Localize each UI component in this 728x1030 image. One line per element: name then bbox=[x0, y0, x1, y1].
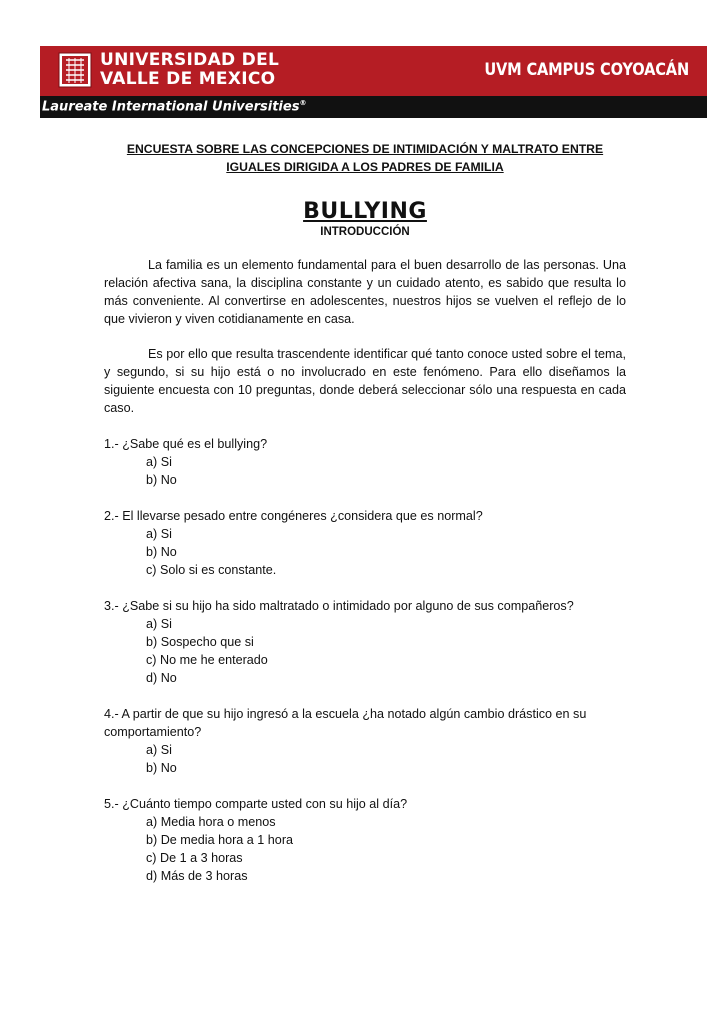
option-item: a) Si bbox=[146, 455, 172, 469]
question-text: 1.- ¿Sabe qué es el bullying? bbox=[104, 437, 268, 451]
option-list bbox=[104, 453, 626, 489]
network-label: Laureate International Universities bbox=[42, 99, 300, 115]
option-item: a) Si bbox=[146, 527, 172, 541]
option-item: a) Media hora o menos bbox=[146, 815, 276, 829]
option-list bbox=[104, 741, 626, 777]
header-banner bbox=[40, 46, 707, 118]
question-text: 4.- A partir de que su hijo ingresó a la escuela ¿ha notado algún cambio drástico en su comportamiento? bbox=[104, 707, 587, 739]
university-name bbox=[100, 51, 279, 89]
option-item: b) De media hora a 1 hora bbox=[146, 833, 294, 847]
document-body bbox=[104, 140, 626, 885]
option-list bbox=[104, 813, 626, 885]
university-name-line1: UNIVERSIDAD DEL bbox=[100, 50, 280, 70]
question-4 bbox=[104, 705, 626, 777]
option-item: b) No bbox=[146, 761, 177, 775]
question-text: 3.- ¿Sabe si su hijo ha sido maltratado o intimidado por alguno de sus compañeros? bbox=[104, 599, 574, 613]
survey-title: ENCUESTA SOBRE LAS CONCEPCIONES DE INTIMIDACIÓN Y MALTRATO ENTRE IGUALES DIRIGIDA A LOS PADRES DE FAMILIA bbox=[126, 142, 604, 174]
question-3 bbox=[104, 597, 626, 687]
option-item: a) Si bbox=[146, 743, 172, 757]
intro-paragraph-1: La familia es un elemento fundamental para el buen desarrollo de las personas. Una relación afectiva sana, la disciplina constante y un cuidado atento, es sabido que resulta lo más conveniente. Al convertirse en adolescentes, nuestros hijos se vuelven el reflejo de lo que vivieron y viven cotidianamente en casa. bbox=[104, 258, 626, 326]
question-1 bbox=[104, 435, 626, 489]
option-item: c) De 1 a 3 horas bbox=[146, 851, 243, 865]
question-text: 5.- ¿Cuánto tiempo comparte usted con su hijo al día? bbox=[104, 797, 408, 811]
intro-paragraph-2: Es por ello que resulta trascendente identificar qué tanto conoce usted sobre el tema, y segundo, si su hijo está o no involucrado en este fenómeno. Para ello diseñamos la siguiente encuesta con 10 preguntas, donde deberá seleccionar sólo una respuesta en cada caso. bbox=[104, 347, 626, 415]
campus-name: UVM CAMPUS COYOACÁN bbox=[484, 60, 689, 80]
question-text: 2.- El llevarse pesado entre congéneres ¿considera que es normal? bbox=[104, 509, 483, 523]
option-item: d) No bbox=[146, 671, 177, 685]
university-seal-icon bbox=[58, 52, 92, 88]
option-item: d) Más de 3 horas bbox=[146, 869, 248, 883]
option-item: b) No bbox=[146, 473, 177, 487]
section-title: INTRODUCCIÓN bbox=[320, 226, 410, 238]
option-item: b) No bbox=[146, 545, 177, 559]
option-list bbox=[104, 615, 626, 687]
option-item: c) Solo si es constante. bbox=[146, 563, 277, 577]
option-item: b) Sospecho que si bbox=[146, 635, 254, 649]
question-5 bbox=[104, 795, 626, 885]
university-name-line2: VALLE DE MEXICO bbox=[100, 69, 276, 89]
network-name bbox=[42, 99, 306, 114]
option-item: a) Si bbox=[146, 617, 172, 631]
question-2 bbox=[104, 507, 626, 579]
main-title: BULLYING bbox=[303, 199, 427, 224]
registered-mark: ® bbox=[299, 99, 307, 107]
option-item: c) No me he enterado bbox=[146, 653, 268, 667]
option-list bbox=[104, 525, 626, 579]
